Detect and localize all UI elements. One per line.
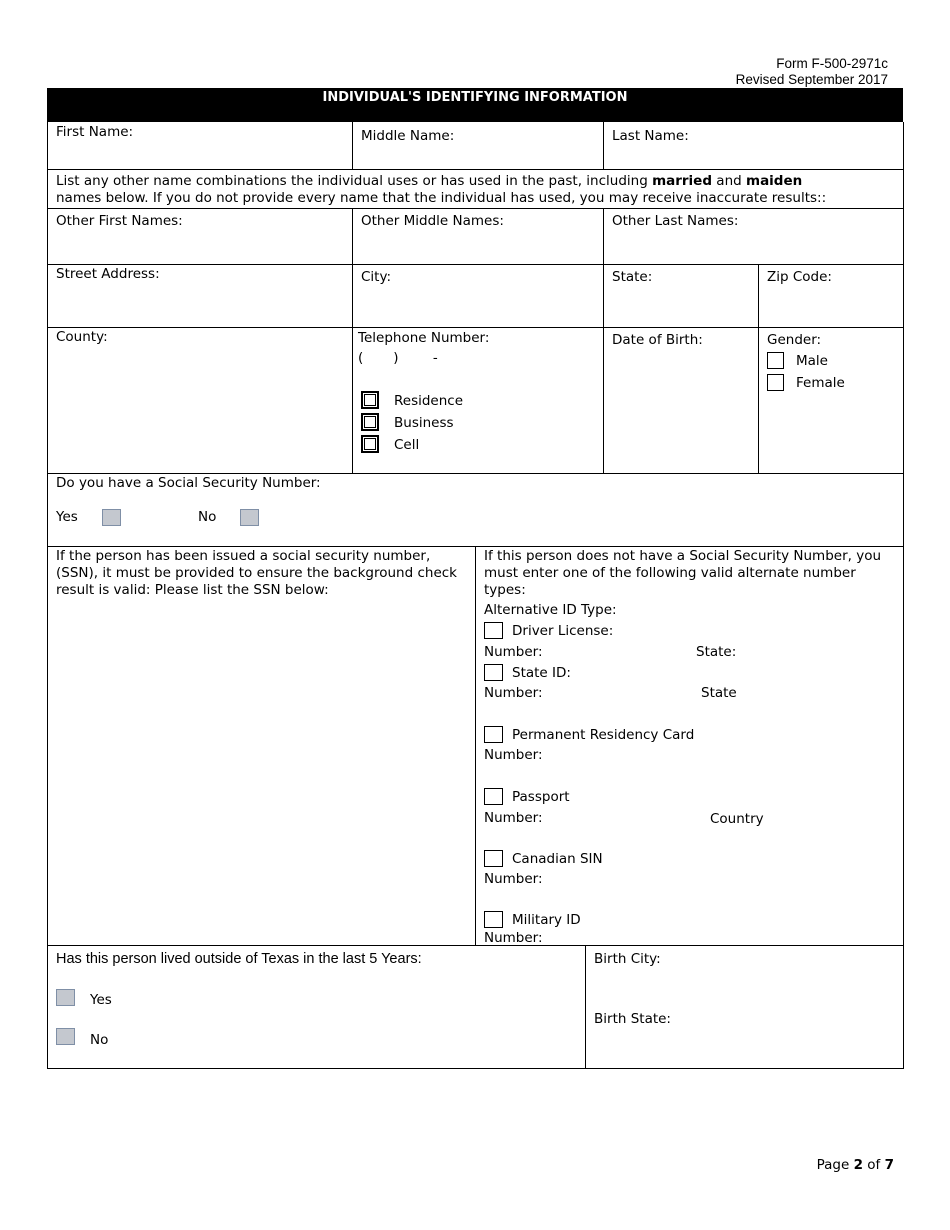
state-id-number-field[interactable]: Number: (484, 685, 543, 701)
texas-question: Has this person lived outside of Texas in the last 5 Years: (56, 951, 422, 967)
birth-state-field[interactable]: Birth State: (594, 1011, 671, 1027)
alt-id-type-label: Alternative ID Type: (484, 602, 617, 618)
canadian-sin-label: Canadian SIN (512, 851, 603, 867)
canadian-sin-number-field[interactable]: Number: (484, 871, 543, 887)
ssn-no-checkbox[interactable] (240, 509, 259, 526)
last-name-field[interactable]: Last Name: (612, 128, 689, 144)
passport-checkbox[interactable] (484, 788, 503, 805)
permanent-residency-label: Permanent Residency Card (512, 727, 695, 743)
texas-yes-label: Yes (90, 992, 112, 1008)
date-of-birth-field[interactable]: Date of Birth: (612, 332, 703, 348)
gender-label: Gender: (767, 332, 822, 348)
business-label: Business (394, 415, 454, 431)
divider (47, 169, 903, 170)
residence-checkbox[interactable] (361, 391, 379, 409)
driver-license-number-field[interactable]: Number: (484, 644, 543, 660)
section-header: INDIVIDUAL'S IDENTIFYING INFORMATION (47, 88, 903, 122)
divider (352, 122, 353, 169)
other-names-note: List any other name combinations the individual uses or has used in the past, including married and maiden names below. If you do not provide every name that the individual has used, you may receive inaccurate results:: (56, 173, 827, 206)
passport-number-field[interactable]: Number: (484, 810, 543, 826)
permanent-residency-checkbox[interactable] (484, 726, 503, 743)
ssn-entry-area[interactable] (56, 606, 466, 936)
male-label: Male (796, 353, 828, 369)
state-id-checkbox[interactable] (484, 664, 503, 681)
divider (603, 208, 604, 473)
female-checkbox[interactable] (767, 374, 784, 391)
business-checkbox[interactable] (361, 413, 379, 431)
canadian-sin-checkbox[interactable] (484, 850, 503, 867)
female-label: Female (796, 375, 845, 391)
other-middle-names-field[interactable]: Other Middle Names: (361, 213, 504, 229)
form-revision: Revised September 2017 (735, 72, 888, 87)
military-id-checkbox[interactable] (484, 911, 503, 928)
driver-license-state-field[interactable]: State: (696, 644, 737, 660)
divider (603, 122, 604, 169)
male-checkbox[interactable] (767, 352, 784, 369)
county-field[interactable]: County: (56, 329, 108, 345)
divider (585, 945, 586, 1068)
driver-license-checkbox[interactable] (484, 622, 503, 639)
military-id-number-field[interactable]: Number: (484, 930, 543, 946)
divider (47, 327, 903, 328)
alt-id-intro: If this person does not have a Social Security Number, you must enter one of the following valid alternate number types: (484, 548, 882, 598)
telephone-label: Telephone Number: (358, 330, 490, 346)
divider (475, 546, 476, 945)
texas-no-label: No (90, 1032, 109, 1048)
first-name-field[interactable]: First Name: (56, 124, 134, 140)
other-last-names-field[interactable]: Other Last Names: (612, 213, 739, 229)
state-field[interactable]: State: (612, 269, 653, 285)
birth-city-field[interactable]: Birth City: (594, 951, 661, 967)
ssn-yes-label: Yes (56, 509, 78, 525)
ssn-no-label: No (198, 509, 217, 525)
cell-label: Cell (394, 437, 420, 453)
passport-label: Passport (512, 789, 570, 805)
street-address-field[interactable]: Street Address: (56, 266, 160, 282)
permanent-residency-number-field[interactable]: Number: (484, 747, 543, 763)
ssn-yes-checkbox[interactable] (102, 509, 121, 526)
telephone-field[interactable]: ( ) - (358, 350, 438, 366)
divider (758, 264, 759, 473)
military-id-label: Military ID (512, 912, 581, 928)
form-identifier (736, 56, 888, 88)
cell-checkbox[interactable] (361, 435, 379, 453)
page-number: Page 2 of 7 (816, 1157, 894, 1173)
middle-name-field[interactable]: Middle Name: (361, 128, 455, 144)
divider (47, 945, 903, 946)
ssn-question: Do you have a Social Security Number: (56, 475, 321, 491)
texas-yes-checkbox[interactable] (56, 989, 75, 1006)
other-first-names-field[interactable]: Other First Names: (56, 213, 183, 229)
residence-label: Residence (394, 393, 464, 409)
zip-code-field[interactable]: Zip Code: (767, 269, 832, 285)
form-number: Form F-500-2971c (776, 56, 888, 71)
divider (47, 208, 903, 209)
driver-license-label: Driver License: (512, 623, 614, 639)
city-field[interactable]: City: (361, 269, 392, 285)
divider (47, 264, 903, 265)
ssn-instructions: If the person has been issued a social security number, (SSN), it must be provided to ensure the background check result is valid: Please list the SSN below: (56, 548, 457, 598)
passport-country-field[interactable]: Country (710, 811, 764, 827)
divider (352, 208, 353, 473)
state-id-state-field[interactable]: State (701, 685, 737, 701)
state-id-label: State ID: (512, 665, 571, 681)
texas-no-checkbox[interactable] (56, 1028, 75, 1045)
